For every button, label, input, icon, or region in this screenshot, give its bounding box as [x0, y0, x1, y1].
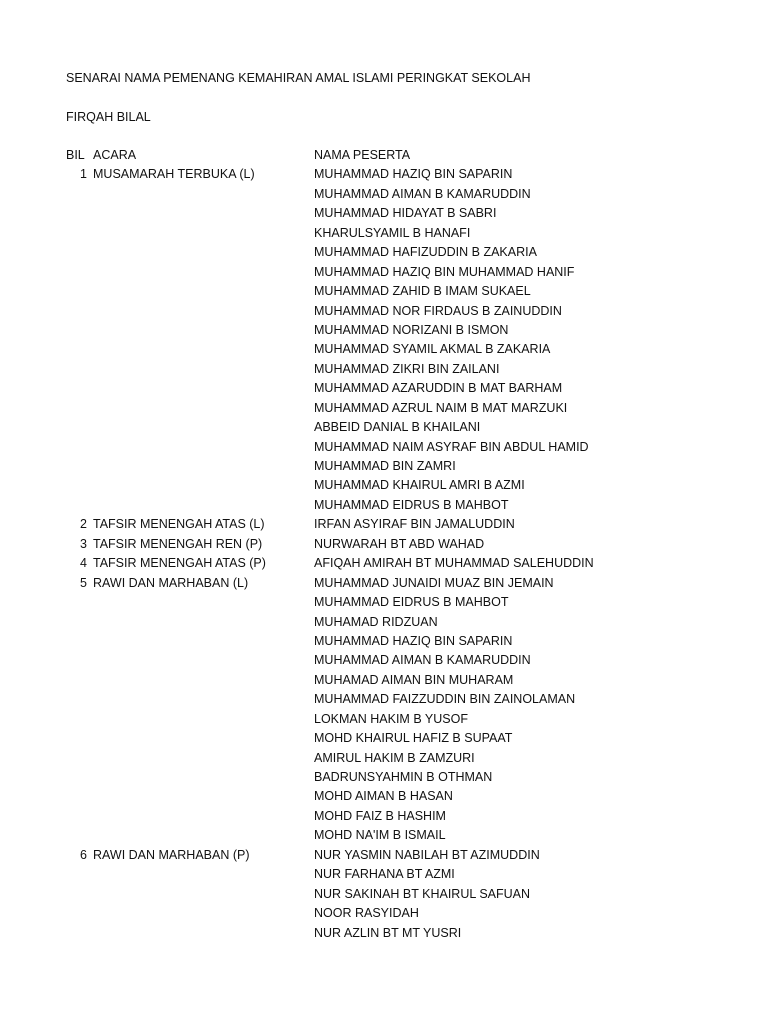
table-row	[0, 204, 768, 223]
row-acara: TAFSIR MENENGAH ATAS (L)	[93, 517, 265, 532]
table-row	[0, 379, 768, 398]
table-row	[0, 924, 768, 943]
row-nama-peserta: MOHD NA'IM B ISMAIL	[314, 828, 446, 843]
row-nama-peserta: MUHAMMAD AZRUL NAIM B MAT MARZUKI	[314, 400, 568, 415]
table-row	[0, 826, 768, 845]
row-nama-peserta: MUHAMMAD BIN ZAMRI	[314, 459, 456, 473]
row-nama-peserta: MUHAMMAD KHAIRUL AMRI B AZMI	[314, 478, 525, 493]
table-row	[0, 632, 768, 651]
row-nama-peserta: MUHAMMAD EIDRUS B MAHBOT	[314, 497, 509, 512]
row-nama-peserta: MUHAMMAD NOR FIRDAUS B ZAINUDDIN	[314, 303, 562, 318]
table-row	[0, 165, 768, 184]
table-body	[0, 165, 768, 943]
document-title: SENARAI NAMA PEMENANG KEMAHIRAN AMAL ISLAMI PERINGKAT SEKOLAH	[66, 71, 531, 85]
table-row	[0, 224, 768, 243]
table-header-row	[0, 146, 768, 165]
table-row	[0, 885, 768, 904]
row-nama-peserta: MUHAMMAD FAIZZUDDIN BIN ZAINOLAMAN	[314, 692, 576, 707]
row-nama-peserta: BADRUNSYAHMIN B OTHMAN	[314, 770, 493, 784]
table-row	[0, 749, 768, 768]
row-nama-peserta: MUHAMMAD AIMAN B KAMARUDDIN	[314, 186, 531, 201]
row-acara: RAWI DAN MARHABAN (P)	[93, 847, 250, 862]
row-nama-peserta: MUHAMMAD ZIKRI BIN ZAILANI	[314, 361, 500, 376]
row-nama-peserta: MUHAMMAD NAIM ASYRAF BIN ABDUL HAMID	[314, 439, 589, 454]
row-nama-peserta: MUHAMMAD HAZIQ BIN SAPARIN	[314, 633, 513, 648]
row-nama-peserta: MOHD FAIZ B HASHIM	[314, 808, 446, 823]
row-nama-peserta: MUHAMMAD HAFIZUDDIN B ZAKARIA	[314, 245, 537, 260]
row-nama-peserta: IRFAN ASYIRAF BIN JAMALUDDIN	[314, 517, 515, 532]
row-acara: MUSAMARAH TERBUKA (L)	[93, 167, 255, 182]
row-nama-peserta: MUHAMMAD HIDAYAT B SABRI	[314, 206, 497, 221]
row-acara: TAFSIR MENENGAH ATAS (P)	[93, 556, 266, 571]
row-nama-peserta: MUHAMMAD JUNAIDI MUAZ BIN JEMAIN	[314, 575, 554, 590]
row-nama-peserta: MUHAMAD AIMAN BIN MUHARAM	[314, 672, 514, 687]
header-nama-peserta: NAMA PESERTA	[314, 148, 411, 162]
row-bil: 1	[80, 167, 87, 182]
row-bil: 5	[80, 575, 87, 590]
row-nama-peserta: MUHAMMAD NORIZANI B ISMON	[314, 322, 509, 337]
row-bil: 4	[80, 556, 87, 571]
row-nama-peserta: NOOR RASYIDAH	[314, 906, 419, 921]
table-row	[0, 768, 768, 787]
table-row	[0, 904, 768, 923]
table-row	[0, 418, 768, 437]
row-nama-peserta: MOHD AIMAN B HASAN	[314, 789, 453, 804]
header-acara: ACARA	[93, 148, 137, 162]
table-row	[0, 515, 768, 534]
row-nama-peserta: MUHAMMAD ZAHID B IMAM SUKAEL	[314, 284, 531, 299]
table-row	[0, 690, 768, 709]
table-row	[0, 399, 768, 418]
row-nama-peserta: NUR YASMIN NABILAH BT AZIMUDDIN	[314, 847, 540, 862]
table-row	[0, 243, 768, 262]
row-nama-peserta: MUHAMMAD HAZIQ BIN SAPARIN	[314, 167, 513, 182]
row-nama-peserta: MUHAMMAD HAZIQ BIN MUHAMMAD HANIF	[314, 264, 575, 279]
row-acara: TAFSIR MENENGAH REN (P)	[93, 536, 263, 551]
row-nama-peserta: LOKMAN HAKIM B YUSOF	[314, 711, 468, 726]
table-row	[0, 438, 768, 457]
row-nama-peserta: KHARULSYAMIL B HANAFI	[314, 225, 471, 240]
row-nama-peserta: MUHAMMAD SYAMIL AKMAL B ZAKARIA	[314, 342, 551, 357]
document-subtitle: FIRQAH BILAL	[66, 110, 151, 124]
row-nama-peserta: ABBEID DANIAL B KHAILANI	[314, 420, 481, 435]
table-row	[0, 807, 768, 826]
row-nama-peserta: MUHAMAD RIDZUAN	[314, 614, 438, 629]
table-row	[0, 476, 768, 495]
row-bil: 2	[80, 517, 87, 532]
table-row	[0, 282, 768, 301]
table-row	[0, 535, 768, 554]
table-row	[0, 651, 768, 670]
row-bil: 3	[80, 536, 87, 551]
table-row	[0, 360, 768, 379]
row-nama-peserta: MUHAMMAD AIMAN B KAMARUDDIN	[314, 653, 531, 668]
table-row	[0, 302, 768, 321]
row-nama-peserta: NUR FARHANA BT AZMI	[314, 867, 455, 882]
header-bil: BIL	[66, 148, 85, 162]
row-nama-peserta: NURWARAH BT ABD WAHAD	[314, 536, 485, 551]
table-row	[0, 593, 768, 612]
table-row	[0, 185, 768, 204]
table-row	[0, 613, 768, 632]
table-row	[0, 457, 768, 476]
table-row	[0, 574, 768, 593]
row-nama-peserta: MOHD KHAIRUL HAFIZ B SUPAAT	[314, 731, 513, 746]
row-nama-peserta: AFIQAH AMIRAH BT MUHAMMAD SALEHUDDIN	[314, 556, 594, 571]
table-row	[0, 321, 768, 340]
row-nama-peserta: MUHAMMAD EIDRUS B MAHBOT	[314, 595, 509, 610]
table-row	[0, 554, 768, 573]
table-row	[0, 710, 768, 729]
table-row	[0, 846, 768, 865]
table-row	[0, 671, 768, 690]
row-nama-peserta: NUR SAKINAH BT KHAIRUL SAFUAN	[314, 886, 531, 901]
winners-table	[0, 146, 768, 943]
table-row	[0, 496, 768, 515]
table-row	[0, 263, 768, 282]
table-row	[0, 729, 768, 748]
row-nama-peserta: NUR AZLIN BT MT YUSRI	[314, 925, 462, 940]
table-row	[0, 787, 768, 806]
row-bil: 6	[80, 847, 87, 862]
table-row	[0, 865, 768, 884]
table-row	[0, 340, 768, 359]
row-nama-peserta: AMIRUL HAKIM B ZAMZURI	[314, 750, 475, 765]
row-acara: RAWI DAN MARHABAN (L)	[93, 575, 249, 590]
row-nama-peserta: MUHAMMAD AZARUDDIN B MAT BARHAM	[314, 381, 563, 396]
